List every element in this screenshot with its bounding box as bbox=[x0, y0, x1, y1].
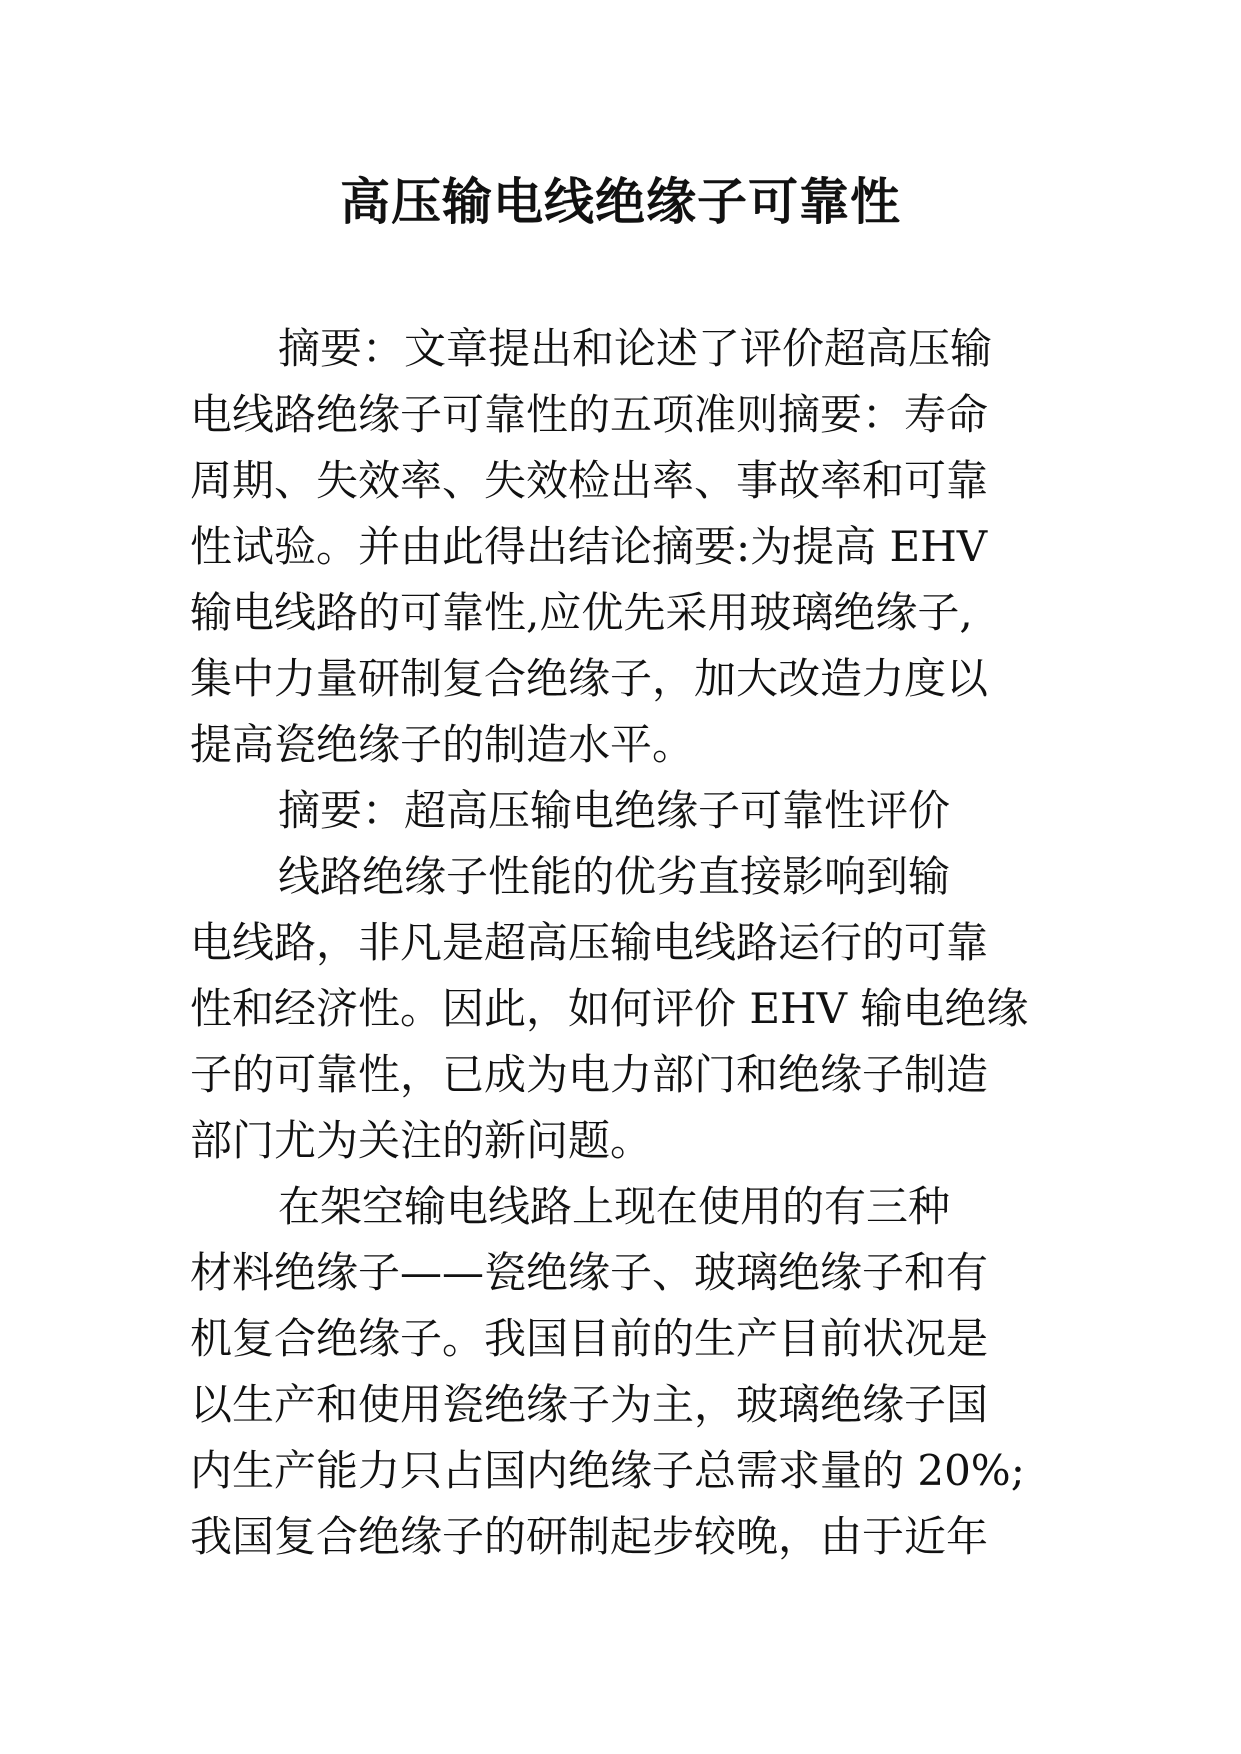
paragraph-line: 提高瓷绝缘子的制造水平。 bbox=[190, 720, 695, 769]
paragraph-line: 内生产能力只占国内绝缘子总需求量的 20%; bbox=[190, 1446, 1025, 1495]
paragraph-line: 电线路绝缘子可靠性的五项准则摘要：寿命 bbox=[190, 390, 989, 439]
paragraph-line: 子的可靠性，已成为电力部门和绝缘子制造 bbox=[190, 1050, 989, 1099]
paragraph-line: 性试验。并由此得出结论摘要:为提高 EHV bbox=[190, 522, 988, 571]
paragraph-line: 集中力量研制复合绝缘子，加大改造力度以 bbox=[190, 654, 989, 703]
document-title: 高压输电线绝缘子可靠性 bbox=[340, 172, 901, 231]
paragraph-line: 以生产和使用瓷绝缘子为主，玻璃绝缘子国 bbox=[190, 1380, 989, 1429]
paragraph-line: 电线路，非凡是超高压输电线路运行的可靠 bbox=[190, 918, 989, 967]
paragraph-line: 摘要：超高压输电绝缘子可靠性评价 bbox=[278, 786, 951, 835]
paragraph-line: 我国复合绝缘子的研制起步较晚，由于近年 bbox=[190, 1512, 989, 1561]
paragraph-line: 机复合绝缘子。我国目前的生产目前状况是 bbox=[190, 1314, 989, 1363]
document-body bbox=[190, 316, 1070, 1570]
paragraph-line: 摘要：文章提出和论述了评价超高压输 bbox=[278, 324, 993, 373]
paragraph-line: 在架空输电线路上现在使用的有三种 bbox=[278, 1182, 951, 1231]
paragraph-line: 线路绝缘子性能的优劣直接影响到输 bbox=[278, 852, 951, 901]
paragraph-line: 周期、失效率、失效检出率、事故率和可靠 bbox=[190, 456, 989, 505]
paragraph-line: 材料绝缘子——瓷绝缘子、玻璃绝缘子和有 bbox=[190, 1248, 989, 1297]
paragraph-line: 输电线路的可靠性,应优先采用玻璃绝缘子, bbox=[190, 588, 973, 637]
paragraph-line: 性和经济性。因此，如何评价 EHV 输电绝缘 bbox=[190, 984, 1029, 1033]
paragraph-line: 部门尤为关注的新问题。 bbox=[190, 1116, 653, 1165]
